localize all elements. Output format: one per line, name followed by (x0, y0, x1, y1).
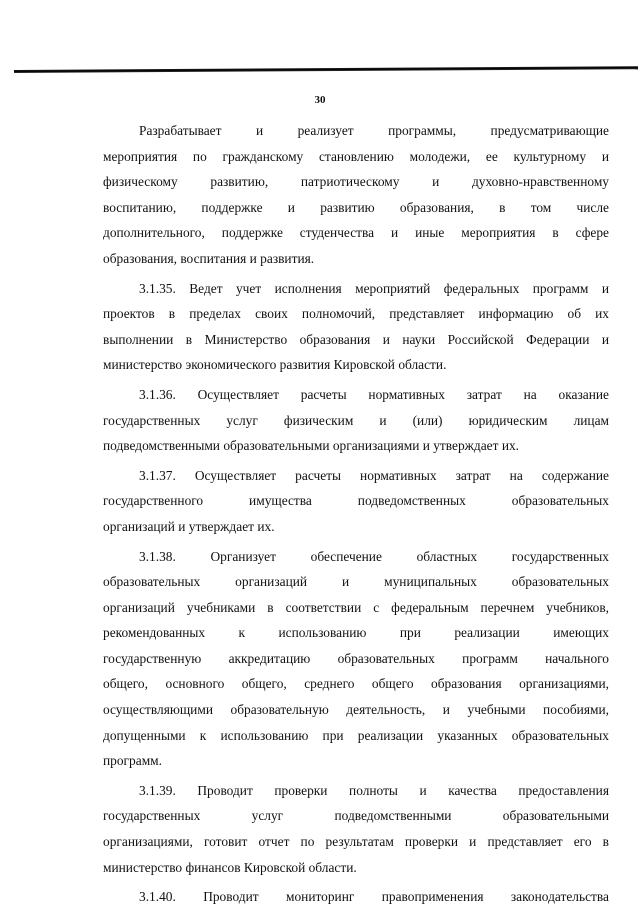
text-line: 3.1.37. Осуществляет расчеты нормативных затрат на содержание (139, 467, 609, 483)
text-line: государственную аккредитацию образовательных программ начального (103, 650, 609, 666)
text-line: образовательных организаций и муниципальных образовательных (103, 574, 609, 590)
page-number: 30 (314, 94, 326, 106)
text-line: организациями, готовит отчет по результатам проверки и представляет его в (103, 834, 609, 850)
text-line: государственных услуг физическим и (или) юридическим лицам (103, 412, 609, 428)
paragraph (103, 884, 609, 910)
text-line: государственных услуг подведомственными образовательными (103, 808, 609, 824)
text-line: министерство финансов Кировской области. (103, 859, 357, 875)
paragraph (103, 463, 609, 540)
text-line: воспитанию, поддержке и развитию образования, в том числе (103, 199, 609, 215)
text-line: рекомендованных к использованию при реализации имеющих (103, 625, 609, 641)
paragraph (103, 118, 609, 272)
document-body (103, 118, 609, 910)
text-line: государственного имущества подведомственных образовательных (103, 493, 609, 509)
paragraph (103, 276, 609, 378)
text-line: мероприятия по гражданскому становлению молодежи, ее культурному и (103, 148, 609, 164)
text-line: допущенными к использованию при реализации указанных образовательных (103, 727, 609, 743)
paragraph (103, 382, 609, 459)
paragraph (103, 778, 609, 880)
text-line: организаций учебниками в соответствии с федеральным перечнем учебников, (103, 599, 609, 615)
text-line: выполнении в Министерство образования и науки Российской Федерации и (103, 331, 609, 347)
text-line: 3.1.35. Ведет учет исполнения мероприятий федеральных программ и (139, 280, 609, 296)
text-line: проектов в пределах своих полномочий, представляет информацию об их (103, 306, 609, 322)
text-line: организаций и утверждает их. (103, 518, 275, 534)
text-line: 3.1.40. Проводит мониторинг правоприменения законодательства (139, 889, 609, 905)
text-line: дополнительного, поддержке студенчества и иные мероприятия в сфере (103, 225, 609, 241)
text-line: программ. (103, 753, 162, 769)
text-line: 3.1.38. Организует обеспечение областных государственных (139, 548, 609, 564)
text-line: подведомственными образовательными организациями и утверждает их. (103, 438, 520, 454)
text-line: общего, основного общего, среднего общего образования организациями, (103, 676, 609, 692)
paragraph (103, 544, 609, 774)
text-line: Разрабатывает и реализует программы, предусматривающие (139, 123, 609, 138)
text-line: 3.1.39. Проводит проверки полноты и качества предоставления (139, 782, 609, 798)
text-line: образования, воспитания и развития. (103, 250, 315, 266)
text-line: физическому развитию, патриотическому и духовно-нравственному (103, 174, 609, 190)
text-line: 3.1.36. Осуществляет расчеты нормативных затрат на оказание (139, 386, 609, 402)
text-line: министерство экономического развития Кировской области. (103, 357, 447, 373)
text-line: осуществляющими образовательную деятельность, и учебными пособиями, (103, 702, 609, 718)
scan-top-rule (14, 66, 638, 73)
